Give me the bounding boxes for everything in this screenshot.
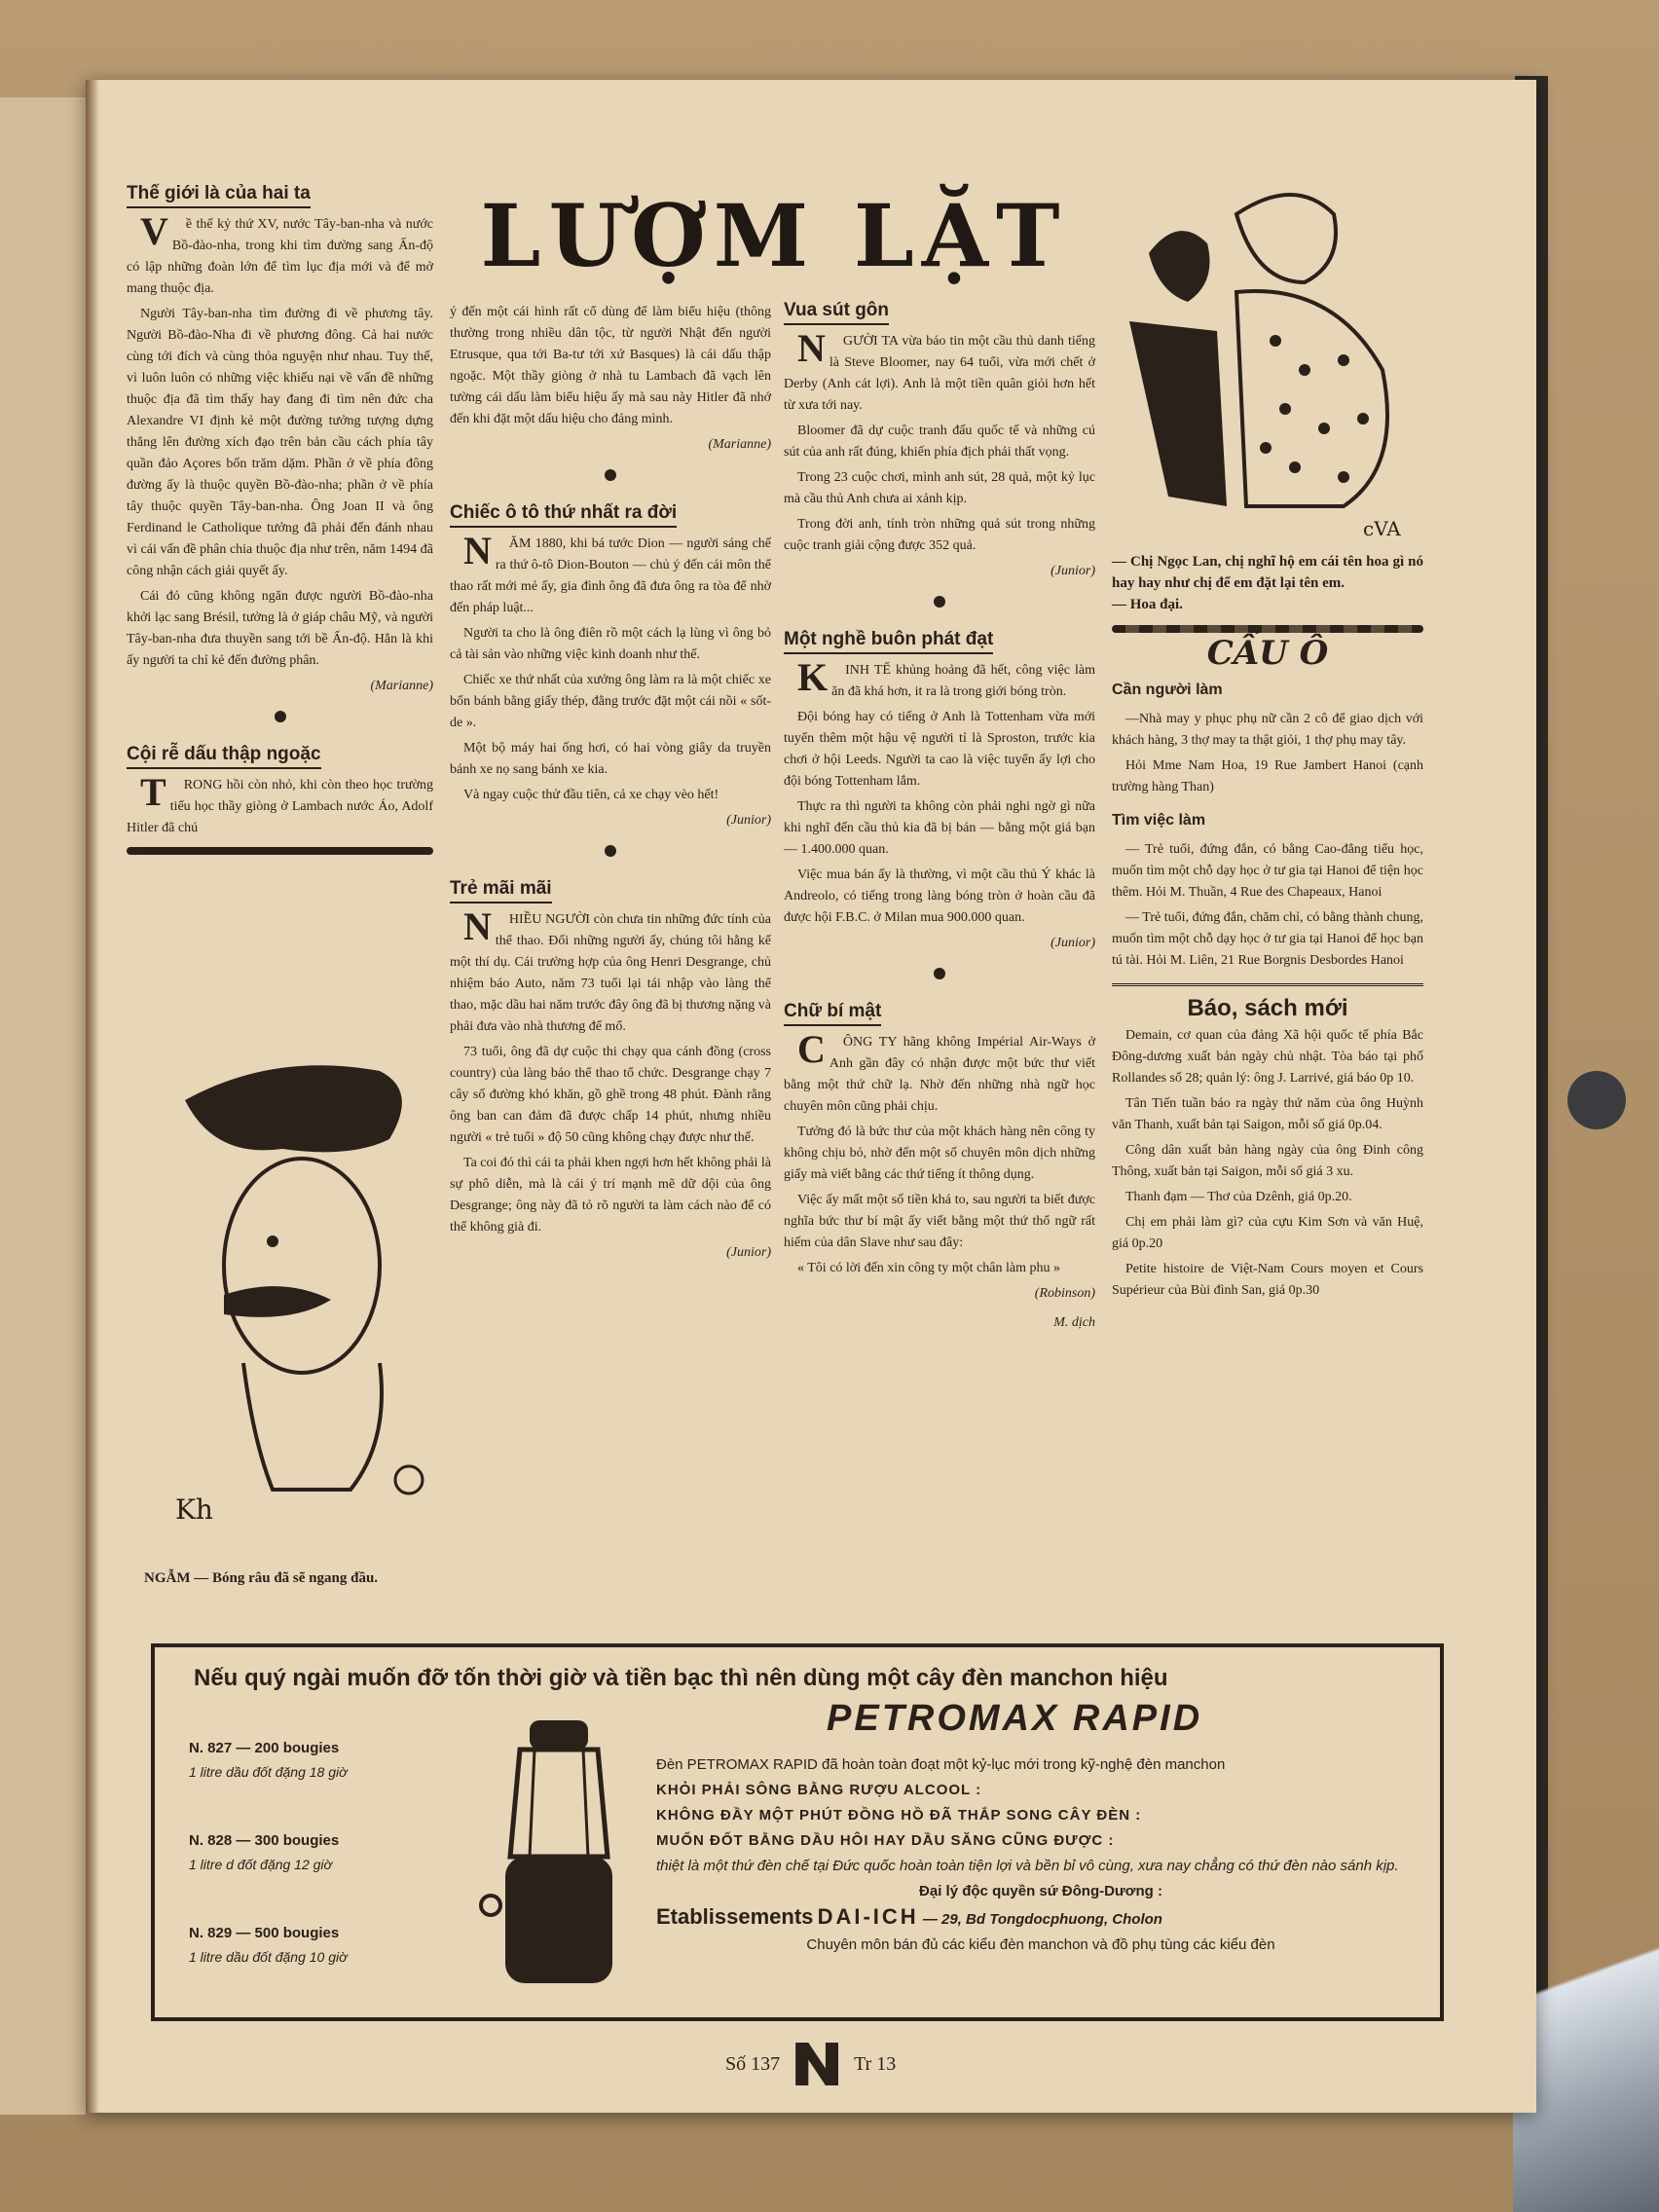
column-2 <box>450 302 771 1272</box>
section-rule <box>127 847 433 855</box>
article-paragraph: Ta coi đó thì cái ta phải khen ngợi hơn hết không phải là sự phô diễn, mà là cái ý trí mạnh mẽ dữ dội của ông Desgrange; ông này đã tỏ rõ người ta làm cách nào để có thể không già đi. <box>450 1156 771 1235</box>
article-heading: Một nghề buôn phát đạt <box>784 629 993 654</box>
separator-dot <box>934 968 945 979</box>
article-paragraph: Người Tây-ban-nha tìm đường đi về phương tây. Người Bồ-đào-Nha đi về phương đông. Cả hai nước cùng tới đích và cùng thỏa nguyện như nhau. Tuy thế, vì luôn luôn có những việc khiếu nại về vấn đề những thuộc địa đã tìm thấy hay đang đi tìm nên đức cha Alexandre VI định kẻ một đường tưởng tượng dựng thẳng lên đường xích đạo trên bản cầu cách phía tây quần đảo Açores bốn trăm dặm. Phần ở về phía đông đường ấy là thuộc quyền Bồ-đào-nha; phần ở về phía tây thuộc quyền Tây-ban-nha. Ông Joan II và ông Ferdinand le Catholique tưởng đã phải đến đánh nhau vì cái vấn đề phân chia thuộc địa như trên, năm 1494 đã công nhận cách giải quyết ấy. <box>127 307 433 578</box>
dealer-address: — 29, Bd Tongdocphuong, Cholon <box>922 1911 1162 1928</box>
separator-dot <box>275 711 286 722</box>
issue-number: Số 137 <box>725 2052 781 2075</box>
article-heading: Trẻ mãi mãi <box>450 878 552 903</box>
book-listing: Công dân xuất bản hàng ngày của ông Đinh công Thông, xuất bản tại Saigon, mỗi số giá 3 xu. <box>1112 1143 1423 1179</box>
article-paragraph: Và ngay cuộc thử đầu tiên, cả xe chạy vèo hết! <box>463 788 719 802</box>
left-page-edge <box>0 97 86 2115</box>
article-paragraph: ý đến một cái hình rất cổ dùng để làm biểu hiệu (thông thường trong nhiều dân tộc, từ người Nhật đến người Etrusque, qua tới Ba-tư tới xứ Basques) là cái dấu thập ngoặc. Một thầy giòng ở nhà tu Lambach đã vạch lên tường cái dấu làm biểu hiệu ấy mà sau này Hitler đã nhớ đến khi đặt một dấu hiệu cho đảng mình. <box>450 305 771 426</box>
article-paragraph: Chiếc xe thứ nhất của xưởng ông làm ra là một chiếc xe bốn bánh bằng giấy thép, đằng trước đặt một cái nồi « sốt-de ». <box>450 673 771 730</box>
column-4 <box>1112 551 1423 1306</box>
dealer-name: DAI-ICH <box>817 1904 919 1929</box>
ad-model <box>189 1832 339 1872</box>
article-paragraph: Việc mua bán ấy là thường, vì một cầu thủ Ý khác là Andreolo, có tiếng trong làng bóng tròn ở hoàn cầu đã được hội F.B.C. ở Milan mua 900.000 quan. <box>784 867 1095 925</box>
translator-credit: M. dịch <box>1053 1315 1095 1330</box>
ad-copy <box>656 1752 1425 1958</box>
section-rule <box>1112 983 1423 986</box>
article-paragraph: CÔNG TY hãng không Impérial Air-Ways ở Anh gần đây có nhận được một bức thư viết bằng một thứ chữ lạ. Nhờ đến những nhà ngữ học chuyên môn cũng phải chịu. <box>784 1027 1095 1114</box>
article-paragraph: Việc ấy mất một số tiền khá to, sau người ta biết được nghĩa bức thư bí mật ấy viết bằng một thứ thổ ngữ rất hiếm của dân Slave như sau đây: <box>784 1193 1095 1250</box>
article-paragraph: Cái đó cũng không ngăn được người Bồ-đào-nha khởi lạc sang Brésil, tưởng là ở giáp châu Mỹ, và người Tây-ban-nha đưa thuyền sang tới bề Ấn-độ. Hẳn là khi ấy người ta chỉ kẻ đến đường phân. <box>127 589 433 668</box>
section-title: Báo, sách mới <box>1187 995 1348 1021</box>
ad-line: Chuyên môn bán đủ các kiểu đèn manchon và đồ phụ tùng các kiểu đèn <box>806 1936 1275 1953</box>
classified-heading: Tìm việc làm <box>1112 812 1206 829</box>
article-paragraph: Trong 23 cuộc chơi, mình anh sút, 28 quả, một kỷ lục mà cầu thủ Anh chưa ai xảnh kịp. <box>784 470 1095 506</box>
column-1 <box>127 175 433 863</box>
classified-paragraph: Hỏi Mme Nam Hoa, 19 Rue Jambert Hanoi (cạnh trường hàng Than) <box>1112 758 1423 794</box>
article-paragraph: Về thế kỷ thứ XV, nước Tây-ban-nha và nước Bồ-đào-nha, trong khi tìm đường sang Ấn-độ có lập những đoàn lớn để tìm lục địa mới và để mở mang thuộc địa. <box>127 209 433 296</box>
separator-dot <box>605 845 616 857</box>
model-code: N. 827 — 200 bougies <box>189 1740 340 1756</box>
article-heading: Chữ bí mật <box>784 1001 881 1026</box>
ad-line: MUỐN ĐỐT BẰNG DẦU HÔI HAY DẦU SĂNG CŨNG ĐƯỢC : <box>656 1832 1115 1849</box>
ad-title: Nếu quý ngài muốn đỡ tốn thời giờ và tiền bạc thì nên dùng một cây đèn manchon hiệu <box>194 1665 1168 1691</box>
article-source: (Marianne) <box>370 679 433 693</box>
ad-model <box>189 1740 348 1780</box>
page-title: LƯỢM LẶT <box>480 185 1068 286</box>
article-paragraph: Trong đời anh, tính tròn những quả sút trong những cuộc tranh giải cộng được 352 quả. <box>784 517 1095 553</box>
ad-brand: PETROMAX RAPID <box>827 1698 1203 1739</box>
article-source: (Junior) <box>726 813 771 828</box>
ad-line: thiệt là một thứ đèn chế tại Đức quốc hoàn toàn tiện lợi và bền bỉ vô cùng, xưa nay chẳng có thứ đèn nào sánh kịp. <box>656 1858 1399 1874</box>
classified-paragraph: —Nhà may y phục phụ nữ cần 2 cô để giao dịch với khách hàng, 3 thợ may ta thật giỏi, 1 thợ phụ may tây. <box>1112 712 1423 748</box>
separator-dot <box>605 469 616 481</box>
model-desc: 1 litre dầu đốt đặng 18 giờ <box>189 1764 348 1780</box>
article-source: (Junior) <box>726 1245 771 1260</box>
article-heading: Thế giới là của hai ta <box>127 183 311 208</box>
dealer-prefix: Etablissements <box>656 1904 814 1929</box>
model-code: N. 829 — 500 bougies <box>189 1925 340 1941</box>
article-paragraph: KINH TẾ khủng hoảng đã hết, công việc làm ăn đã khá hơn, it ra là trong giới bóng tròn. <box>797 655 1095 699</box>
article-paragraph: NGƯỜI TA vừa báo tin một cầu thủ danh tiếng là Steve Bloomer, nay 64 tuổi, vừa mới chết ở Derby (Anh cát lợi). Anh là một tiền quân giỏi hơn hết từ xưa tới nay. <box>784 326 1095 413</box>
book-listing: Demain, cơ quan của đảng Xã hội quốc tế phía Bắc Đông-dương xuất bản ngày chủ nhật. Tòa báo tại phố Rollandes số 28; quản lý: ông J. Larrivé, giá báo 0p 10. <box>1112 1028 1423 1086</box>
article-paragraph: Thực ra thì người ta không còn phải nghi ngờ gì nữa khi nghĩ đến cầu thủ kia đã bị bán — bằng một giá bạn — 1.400.000 quan. <box>784 799 1095 857</box>
article-source: (Marianne) <box>708 437 771 452</box>
separator-dot <box>934 596 945 608</box>
article-paragraph: Bloomer đã dự cuộc tranh đấu quốc tế và những cú sút của anh rất đúng, khiến phía địch phải thất vọng. <box>784 424 1095 460</box>
classified-paragraph: — Trẻ tuổi, đứng đắn, chăm chỉ, có bằng thành chung, muốn tìm một chỗ dạy học ở tư gia tại Hanoi để học bạn tú tài. Hỏi M. Liên, 21 Rue Borgnis Desbordes Hanoi <box>1112 910 1423 968</box>
article-paragraph: 73 tuổi, ông đã dự cuộc thi chạy qua cánh đồng (cross country) của làng báo thể thao tổ chức. Desgrange chạy 7 cây số đường khó khăn, gồ ghề trong 48 phút. Đành rằng ông ban can đảm đã được chấp 14 phút, nhưng nhiều người « trẻ tuổi » độ 50 cũng không chạy được như thế. <box>450 1045 771 1145</box>
ad-line: KHỎI PHẢI SÔNG BẰNG RƯỢU ALCOOL : <box>656 1782 982 1798</box>
ad-model <box>189 1925 348 1965</box>
svg-text:cVA: cVA <box>1363 517 1401 540</box>
article-source: (Robinson) <box>1034 1286 1095 1301</box>
article-paragraph: Một bộ máy hai ống hơi, có hai vòng giây da truyền bánh xe nọ sang bánh xe kia. <box>450 741 771 777</box>
book-listing: Tân Tiến tuần báo ra ngày thứ năm của ông Huỳnh văn Thanh, xuất bản tại Saigon, mỗi số giá 0p.04. <box>1112 1096 1423 1132</box>
ad-line: Đại lý độc quyền sứ Đông-Dương : <box>919 1883 1162 1899</box>
article-heading: Vua sút gôn <box>784 300 889 325</box>
lantern-illustration <box>476 1711 642 2003</box>
article-paragraph: Đội bóng hay có tiếng ở Anh là Tottenham vừa mới tuyển thêm một hậu vệ người tỉ là Sproston, trước kia chơi ở hội Leeds. Người ta cao là việc tuyển ấy lợi cho đội bóng Tottenham lắm. <box>784 710 1095 789</box>
column-3 <box>784 292 1095 1342</box>
article-source: (Junior) <box>1051 564 1095 578</box>
article-paragraph: Tưởng đó là bức thư của một khách hàng nên công ty không chịu bỏ, nhờ đến một số chuyên môn dịch những giấy mà viết bằng các thứ tiếng ít thông dụng. <box>784 1124 1095 1182</box>
ad-dealer-line <box>656 1904 1425 1933</box>
page-footer <box>725 2043 896 2085</box>
page-clip <box>1567 1071 1626 1129</box>
classified-paragraph: — Trẻ tuổi, đứng đắn, có bằng Cao-đẳng tiểu học, muốn tìm một chỗ dạy học ở tư gia tại Hanoi để tiện học thêm. Hỏi M. Thuần, 4 Rue des Chapeaux, Hanoi <box>1112 842 1423 900</box>
section-rule <box>1112 625 1423 633</box>
article-heading: Chiếc ô tô thứ nhất ra đời <box>450 502 677 528</box>
article-paragraph: NĂM 1880, khi bá tước Dion — người sáng chế ra thứ ô-tô Dion-Bouton — chủ ý đến cái môn thể thao rất mới mẻ ấy, gia đình ông đã đưa ông ra tòa để nhờ đến pháp luật... <box>450 529 771 615</box>
article-source: (Junior) <box>1051 936 1095 950</box>
two-women-illustration <box>1110 175 1421 545</box>
article-paragraph: NHIỀU NGƯỜI còn chưa tin những đức tính của thể thao. Đối những người ấy, chúng tôi hằng kể một thí dụ. Cái trường hợp của ông Henri Desgrange, chủ nhiệm báo Auto, năm 73 tuổi lại tái nhập vào làng thể thao, mặc dầu hai năm trước đây ông đã bị thương nặng và phải đưa vào nhà thương để mổ. <box>450 904 771 1034</box>
newspaper-logo-icon <box>795 2043 838 2085</box>
model-desc: 1 litre d đốt đặng 12 giờ <box>189 1857 333 1872</box>
article-heading: Cội rễ dấu thập ngoặc <box>127 744 321 769</box>
illustration-answer: — Hoa đại. <box>1112 597 1183 612</box>
book-listing: Thanh đạm — Thơ của Dzênh, giá 0p.20. <box>1125 1190 1352 1204</box>
classified-heading: Cần người làm <box>1112 682 1223 698</box>
model-desc: 1 litre dầu đốt đặng 10 giờ <box>189 1949 348 1965</box>
section-title: CẦU Ô <box>1206 634 1329 673</box>
caricature-illustration <box>156 1032 438 1538</box>
article-paragraph: Người ta cho là ông điên rồ một cách lạ lùng vì ông bỏ cả tài sản vào những việc kinh doanh như thế. <box>450 626 771 662</box>
illustration-caption: — Chị Ngọc Lan, chị nghĩ hộ em cái tên hoa gì nó hay hay như chị để em đặt lại tên em. <box>1112 554 1423 591</box>
page-number: Tr 13 <box>854 2052 897 2075</box>
ad-line: Đèn PETROMAX RAPID đã hoàn toàn đoạt một kỷ-lục mới trong kỹ-nghệ đèn manchon <box>656 1756 1226 1773</box>
svg-text:Kh: Kh <box>175 1493 213 1526</box>
illustration-caption: NGẪM — Bóng râu đã sẽ ngang đầu. <box>144 1570 379 1586</box>
article-paragraph: « Tôi có lời đến xin công ty một chân làm phu » <box>797 1261 1060 1275</box>
model-code: N. 828 — 300 bougies <box>189 1832 340 1849</box>
ad-line: KHÔNG ĐẦY MỘT PHÚT ĐỒNG HỒ ĐÃ THẮP SONG CÂY ĐÈN : <box>656 1807 1142 1824</box>
article-paragraph: TRONG hồi còn nhỏ, khi còn theo học trường tiểu học thầy giòng ở Lambach nước Áo, Adolf Hitler đã chú <box>127 770 433 835</box>
book-listing: Chị em phải làm gì? của cựu Kim Sơn và văn Huệ, giá 0p.20 <box>1112 1215 1423 1251</box>
book-listing: Petite histoire de Việt-Nam Cours moyen et Cours Supérieur của Bùi đình San, giá 0p.30 <box>1112 1262 1423 1298</box>
petromax-advertisement <box>151 1643 1444 2021</box>
